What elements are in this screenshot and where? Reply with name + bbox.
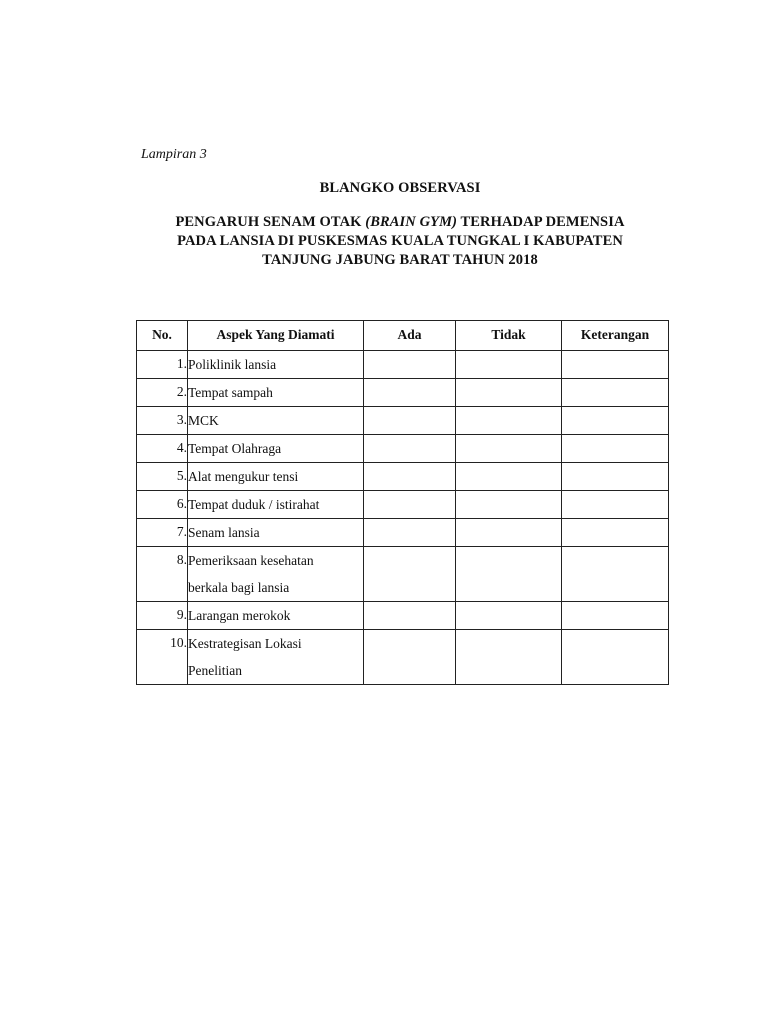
row-keterangan-cell [562,519,669,547]
row-number: 7. [137,519,188,547]
row-tidak-cell [456,351,562,379]
aspek-text: Tempat duduk / istirahat [188,497,320,512]
row-ada-cell [364,351,456,379]
research-title [130,213,670,270]
row-keterangan-cell [562,463,669,491]
row-tidak-cell [456,602,562,630]
row-aspek [188,547,364,602]
research-title-line-3: TANJUNG JABUNG BARAT TAHUN 2018 [262,252,538,268]
row-ada-cell [364,547,456,602]
form-title: BLANGKO OBSERVASI [319,180,481,196]
aspek-text: Penelitian [188,663,242,678]
row-number: 5. [137,463,188,491]
row-keterangan-cell [562,379,669,407]
row-aspek [188,351,364,379]
aspek-text: Pemeriksaan kesehatan [188,553,314,568]
table-row [137,491,669,519]
row-tidak-cell [456,519,562,547]
table-row [137,547,669,602]
row-number: 4. [137,435,188,463]
row-tidak-cell [456,630,562,685]
header-aspek: Aspek Yang Diamati [188,321,364,351]
row-keterangan-cell [562,547,669,602]
row-tidak-cell [456,435,562,463]
table-row [137,379,669,407]
row-number: 2. [137,379,188,407]
row-keterangan-cell [562,491,669,519]
row-keterangan-cell [562,407,669,435]
row-keterangan-cell [562,351,669,379]
row-ada-cell [364,379,456,407]
table-row [137,463,669,491]
row-ada-cell [364,435,456,463]
row-tidak-cell [456,547,562,602]
aspek-text: MCK [188,413,219,428]
row-ada-cell [364,519,456,547]
row-ada-cell [364,491,456,519]
table-row [137,435,669,463]
table-row [137,519,669,547]
row-ada-cell [364,630,456,685]
row-tidak-cell [456,463,562,491]
row-keterangan-cell [562,435,669,463]
row-ada-cell [364,407,456,435]
aspek-text: Tempat Olahraga [188,441,282,456]
row-number: 9. [137,602,188,630]
row-number: 8. [137,547,188,602]
observation-table [136,320,669,685]
row-tidak-cell [456,379,562,407]
row-aspek [188,379,364,407]
row-aspek [188,407,364,435]
aspek-text: Senam lansia [188,525,260,540]
research-title-line-2: PADA LANSIA DI PUSKESMAS KUALA TUNGKAL I KABUPATEN [177,233,623,249]
table-row [137,602,669,630]
header-ada: Ada [364,321,456,351]
table-row [137,407,669,435]
header-keterangan: Keterangan [562,321,669,351]
aspek-text: Poliklinik lansia [188,357,277,372]
row-aspek [188,463,364,491]
header-no: No. [137,321,188,351]
row-aspek [188,630,364,685]
row-aspek [188,491,364,519]
row-aspek [188,435,364,463]
row-ada-cell [364,463,456,491]
table-row [137,351,669,379]
row-number: 1. [137,351,188,379]
row-aspek [188,602,364,630]
aspek-text: Alat mengukur tensi [188,469,299,484]
row-aspek [188,519,364,547]
appendix-label: Lampiran 3 [141,147,207,162]
header-tidak: Tidak [456,321,562,351]
aspek-text: Kestrategisan Lokasi [188,636,302,651]
title-part: TERHADAP DEMENSIA [457,214,625,230]
title-italic-part: (BRAIN GYM) [365,214,458,230]
row-tidak-cell [456,491,562,519]
row-ada-cell [364,602,456,630]
research-title-line-1 [130,213,670,232]
aspek-text: Larangan merokok [188,608,291,623]
aspek-text: Tempat sampah [188,385,273,400]
aspek-text: berkala bagi lansia [188,580,290,595]
row-keterangan-cell [562,602,669,630]
row-number: 6. [137,491,188,519]
title-part: PENGARUH SENAM OTAK [175,214,366,230]
row-number: 3. [137,407,188,435]
row-number: 10. [137,630,188,685]
row-tidak-cell [456,407,562,435]
table-header-row [137,321,669,351]
table-row [137,630,669,685]
row-keterangan-cell [562,630,669,685]
table-body [137,351,669,685]
